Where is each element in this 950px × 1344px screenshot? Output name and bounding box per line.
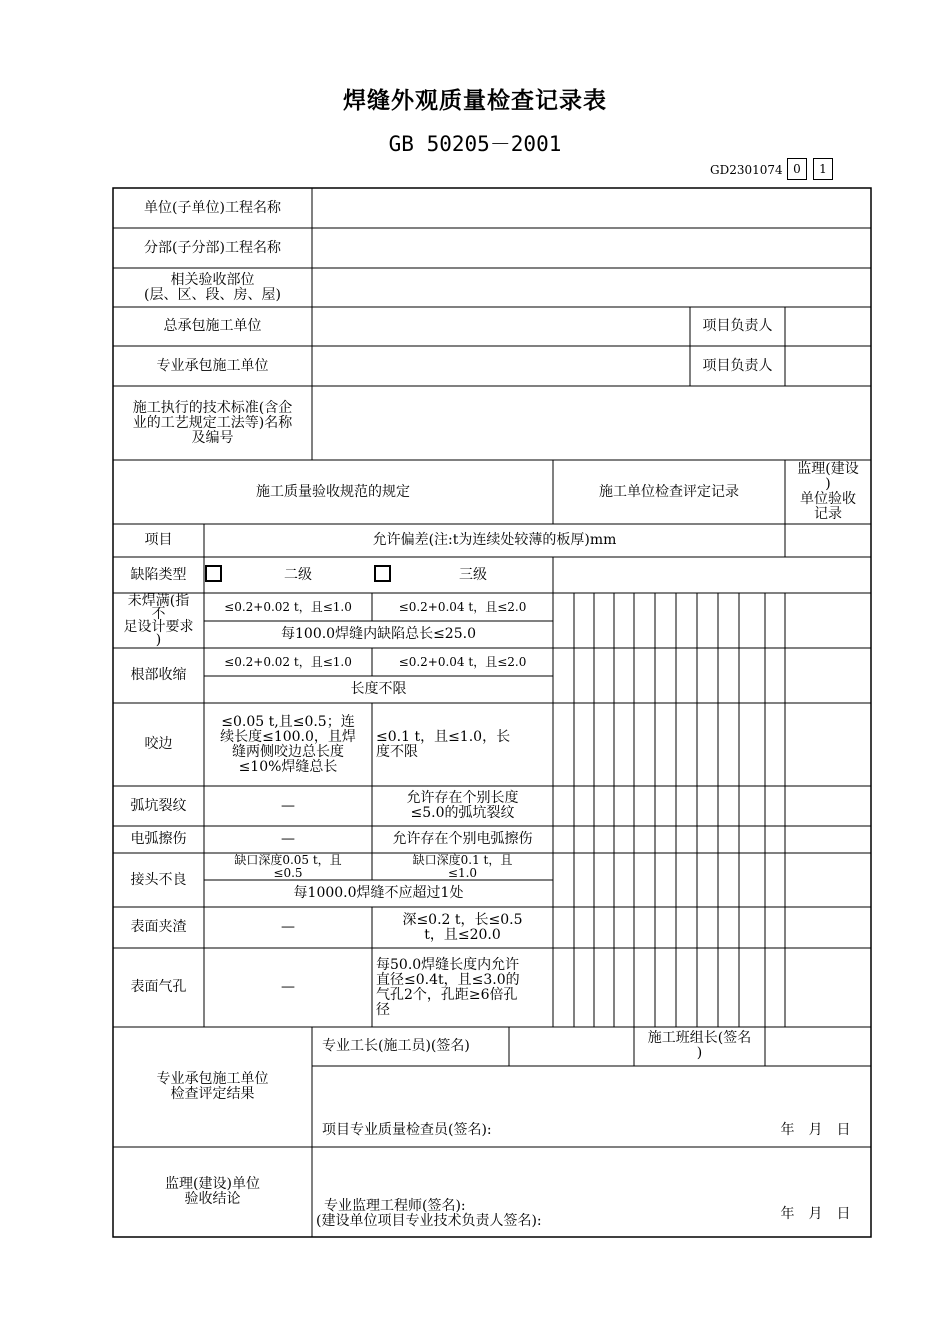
grade3-value: ≤0.2+0.04 t，且≤2.0 bbox=[398, 655, 527, 669]
label-line: 专业监理工程师(签名): bbox=[324, 1198, 466, 1214]
grade3-value bbox=[372, 907, 553, 948]
value-line: 每50.0焊缝长度内允许 bbox=[376, 956, 520, 973]
grade3-value: 允许存在个别电弧擦伤 bbox=[392, 831, 533, 847]
quality-inspector-label: 项目专业质量检查员(签名): bbox=[322, 1121, 492, 1138]
value-line: 缝两侧咬边总长度 bbox=[232, 743, 344, 760]
label-line: 验收结论 bbox=[184, 1191, 241, 1207]
supervision-engineer-label bbox=[312, 1196, 752, 1232]
value-line: ≤1.0 bbox=[447, 865, 478, 880]
related-part-line: 相关验收部位 bbox=[170, 271, 255, 288]
item-label-line: 不 bbox=[151, 605, 166, 622]
value-line: ≤10%焊缝总长 bbox=[238, 758, 338, 775]
label-line: 监理(建设)单位 bbox=[165, 1176, 260, 1192]
supervision-header-line: ) bbox=[825, 476, 831, 492]
tech-standard-field[interactable] bbox=[312, 386, 871, 460]
grade3-value bbox=[372, 853, 553, 880]
form-code: GD2301074 bbox=[710, 163, 783, 177]
item-label-line: ) bbox=[155, 631, 162, 648]
item-header: 项目 bbox=[144, 532, 173, 548]
tech-standard-line: 及编号 bbox=[191, 429, 234, 446]
project-manager-label: 项目负责人 bbox=[702, 357, 773, 374]
grade3-checkbox[interactable] bbox=[374, 565, 391, 582]
grade3-label: 三级 bbox=[459, 566, 487, 583]
grade2-value: — bbox=[281, 831, 295, 847]
grade2-value bbox=[204, 853, 372, 880]
grade2-value: — bbox=[281, 979, 295, 995]
date-field[interactable]: 年 月 日 bbox=[780, 1205, 851, 1222]
foreman-signature-field[interactable] bbox=[509, 1027, 634, 1066]
value-line: 深≤0.2 t，长≤0.5 bbox=[402, 911, 523, 928]
total-limit-value: 每100.0焊缝内缺陷总长≤25.0 bbox=[281, 626, 476, 642]
item-root-shrink: 根部收缩 bbox=[130, 667, 187, 683]
item-undercut: 咬边 bbox=[144, 736, 173, 752]
supervision-header-line: 记录 bbox=[814, 506, 842, 522]
supervision-conclusion-label bbox=[113, 1147, 312, 1237]
grade2-value: ≤0.2+0.02 t，且≤1.0 bbox=[224, 600, 352, 614]
grade2-checkbox[interactable] bbox=[205, 565, 222, 582]
length-limit-value: 长度不限 bbox=[350, 681, 407, 697]
grade3-value bbox=[372, 948, 553, 1027]
value-line: 缺口深度0.1 t，且 bbox=[412, 853, 513, 867]
label-line: (建设单位项目专业技术负责人签名): bbox=[316, 1213, 542, 1229]
allowed-deviation-header: 允许偏差(注:t为连续处较薄的板厚)mm bbox=[372, 532, 617, 548]
supervision-record-header bbox=[785, 460, 871, 524]
value-line: ≤0.1 t，且≤1.0，长 bbox=[376, 728, 511, 745]
item-joint-poor: 接头不良 bbox=[130, 871, 187, 888]
project-manager-field[interactable] bbox=[785, 346, 871, 386]
label-line: 专业承包施工单位 bbox=[156, 1071, 269, 1087]
spec-rules-header: 施工质量验收规范的规定 bbox=[256, 483, 410, 500]
defect-type-label: 缺陷类型 bbox=[130, 566, 187, 583]
value-line: 度不限 bbox=[376, 743, 418, 760]
general-contractor-field[interactable] bbox=[312, 307, 690, 346]
grade3-value bbox=[372, 786, 553, 826]
specialty-contractor-label: 专业承包施工单位 bbox=[156, 357, 269, 374]
item-surface-slag: 表面夹渣 bbox=[130, 919, 187, 935]
item-crater-crack: 弧坑裂纹 bbox=[130, 797, 187, 814]
item-arc-strike: 电弧擦伤 bbox=[130, 831, 187, 847]
item-label-line: 足设计要求 bbox=[123, 618, 194, 635]
grade2-label: 二级 bbox=[284, 566, 312, 583]
construction-check-header: 施工单位检查评定记录 bbox=[599, 483, 739, 500]
value-line: ≤0.05 t,且≤0.5；连 bbox=[221, 713, 355, 730]
grade2-value: — bbox=[281, 919, 295, 935]
grade3-value bbox=[372, 703, 553, 786]
item-surface-pore: 表面气孔 bbox=[130, 979, 187, 995]
grade2-value: ≤0.2+0.02 t，且≤1.0 bbox=[224, 655, 352, 669]
label-line: ) bbox=[696, 1045, 703, 1061]
contractor-result-label bbox=[113, 1027, 312, 1147]
team-leader-label bbox=[634, 1027, 765, 1066]
item-label-line: 未焊满(指 bbox=[127, 593, 190, 609]
value-line: 续长度≤100.0，且焊 bbox=[220, 728, 356, 745]
label-line: 施工班组长(签名 bbox=[647, 1030, 752, 1046]
supervision-header-line: 监理(建设 bbox=[797, 461, 859, 477]
value-line: 直径≤0.4t，且≤3.0的 bbox=[376, 971, 520, 988]
division-project-name-field[interactable] bbox=[312, 228, 871, 268]
specialty-contractor-field[interactable] bbox=[312, 346, 690, 386]
value-line: ≤0.5 bbox=[273, 865, 303, 880]
related-part-field[interactable] bbox=[312, 268, 871, 307]
tech-standard-line: 施工执行的技术标准(含企 bbox=[132, 399, 293, 416]
total-limit-value: 每1000.0焊缝不应超过1处 bbox=[293, 885, 464, 901]
value-line: 缺口深度0.05 t，且 bbox=[234, 853, 342, 867]
related-part-label bbox=[113, 268, 312, 307]
tech-standard-line: 业的工艺规定工法等)名称 bbox=[132, 414, 293, 431]
general-contractor-label: 总承包施工单位 bbox=[163, 318, 262, 334]
related-part-line: (层、区、段、房、屋) bbox=[144, 286, 281, 303]
unit-project-name-label: 单位(子单位)工程名称 bbox=[144, 199, 281, 216]
tech-standard-label bbox=[113, 386, 312, 460]
label-line: 检查评定结果 bbox=[170, 1086, 255, 1102]
foreman-label: 专业工长(施工员)(签名) bbox=[322, 1038, 470, 1054]
value-line: 径 bbox=[376, 1001, 390, 1018]
value-line: 允许存在个别长度 bbox=[406, 790, 519, 806]
grade2-value: — bbox=[281, 797, 295, 814]
page-title: 焊缝外观质量检查记录表 bbox=[343, 87, 607, 114]
form-code-box: 0 bbox=[787, 158, 807, 180]
date-field[interactable]: 年 月 日 bbox=[780, 1121, 851, 1138]
division-project-name-label: 分部(子分部)工程名称 bbox=[144, 239, 281, 256]
project-manager-field[interactable] bbox=[785, 307, 871, 346]
value-line: t，且≤20.0 bbox=[424, 926, 501, 943]
team-leader-signature-field[interactable] bbox=[765, 1027, 871, 1066]
standard-code: GB 50205－2001 bbox=[388, 132, 562, 156]
item-incomplete-fill bbox=[113, 593, 204, 648]
value-line: ≤5.0的弧坑裂纹 bbox=[410, 805, 515, 821]
grade3-value: ≤0.2+0.04 t，且≤2.0 bbox=[398, 600, 527, 614]
value-line: 气孔2个，孔距≥6倍孔 bbox=[376, 986, 518, 1003]
form-code-box: 1 bbox=[813, 158, 833, 180]
grade2-value bbox=[204, 703, 372, 786]
supervision-header-line: 单位验收 bbox=[800, 491, 856, 507]
unit-project-name-field[interactable] bbox=[312, 188, 871, 228]
project-manager-label: 项目负责人 bbox=[702, 318, 773, 334]
